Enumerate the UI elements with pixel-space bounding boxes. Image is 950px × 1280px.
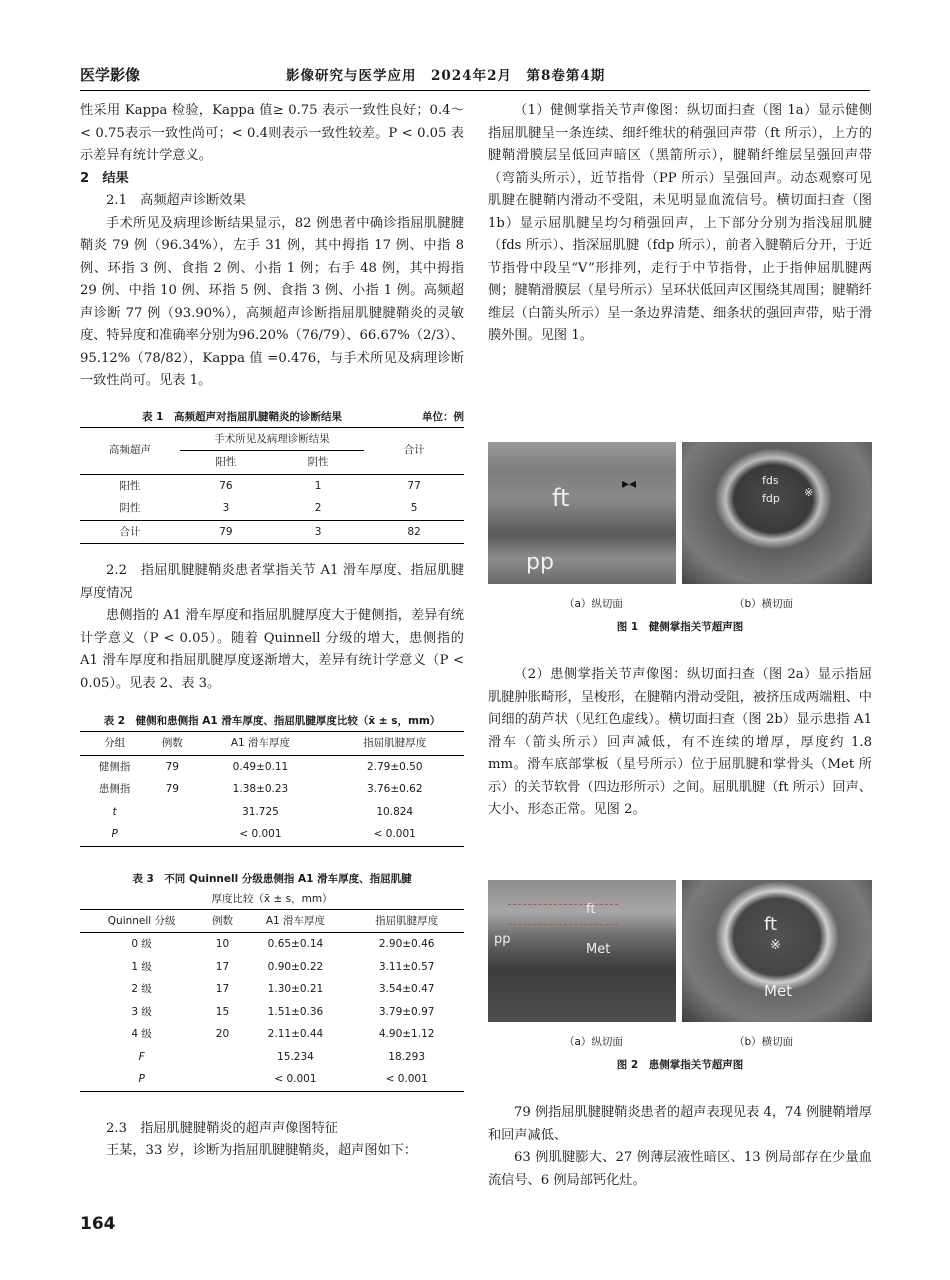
table-1-caption bbox=[80, 407, 464, 427]
table-2-header: 分组 bbox=[80, 732, 149, 756]
table-1-grid bbox=[80, 427, 464, 545]
cell: 4 级 bbox=[131, 1028, 152, 1040]
page-number: 164 bbox=[80, 1214, 116, 1234]
cell bbox=[149, 801, 195, 824]
figure-1b-subcaption: （b）横切面 bbox=[734, 598, 794, 610]
cell: 17 bbox=[215, 983, 230, 995]
cell: 3.76±0.62 bbox=[366, 783, 423, 795]
figure-2 bbox=[488, 880, 872, 1080]
section-2-2-heading: 2.2 指屈肌腱腱鞘炎患者掌指关节 A1 滑车厚度、指屈肌腱厚度情况 bbox=[80, 563, 464, 601]
table-3-header: 指屈肌腱厚度 bbox=[349, 909, 464, 933]
cell: 76 bbox=[219, 479, 233, 492]
cell: P bbox=[80, 1068, 203, 1091]
cell: < 0.001 bbox=[349, 1068, 464, 1091]
table-1 bbox=[80, 407, 464, 545]
cell: 3 bbox=[180, 497, 272, 520]
cell: 17 bbox=[215, 960, 230, 973]
cell: 77 bbox=[407, 479, 421, 492]
cell: 2.79±0.50 bbox=[366, 760, 423, 773]
table-row bbox=[80, 978, 464, 1001]
label-ft: ft bbox=[552, 484, 570, 512]
table-row bbox=[80, 1001, 464, 1024]
right-column-top bbox=[488, 100, 872, 348]
cell: 3 bbox=[272, 520, 364, 544]
table-2-header: 例数 bbox=[149, 732, 195, 756]
cell: 79 bbox=[180, 520, 272, 544]
cell: 15.234 bbox=[277, 1050, 314, 1063]
kappa-paragraph: 性采用 Kappa 检验，Kappa 值≥ 0.75 表示一致性良好；0.4～< 0.75表示一致性尚可；< 0.4则表示一致性较差。P < 0.05 表示差异有统计学意义。 bbox=[80, 103, 464, 163]
cell: 1.51±0.36 bbox=[267, 1005, 324, 1018]
cell: 31.725 bbox=[242, 805, 279, 818]
cell: 1 bbox=[314, 479, 322, 492]
red-dashed-line bbox=[508, 924, 618, 925]
cell: 3 级 bbox=[131, 1005, 152, 1018]
cell: F bbox=[138, 1050, 145, 1063]
cell bbox=[203, 1046, 241, 1069]
figure-2a-image bbox=[488, 880, 676, 1022]
cell: < 0.001 bbox=[242, 1068, 350, 1091]
label-pp: pp bbox=[494, 932, 511, 947]
figure-1b-image bbox=[682, 442, 872, 584]
table-1-title: 表 1 高频超声对指屈肌腱鞘炎的诊断结果 bbox=[142, 410, 342, 423]
cell: 4.90±1.12 bbox=[378, 1028, 435, 1040]
cell: 10.824 bbox=[376, 805, 414, 818]
cell: 阴性 bbox=[80, 497, 180, 520]
cell: < 0.001 bbox=[195, 823, 325, 846]
cell: t bbox=[112, 805, 117, 818]
table-1-header-group: 手术所见及病理诊断结果 bbox=[180, 427, 364, 451]
left-column bbox=[80, 100, 464, 1163]
figure-1-description: （1）健侧掌指关节声像图：纵切面扫查（图 1a）显示健侧指屈肌腱呈一条连续、细纤维状的稍强回声带（ft 所示），上方的腱鞘滑膜层呈低回声暗区（黑箭所示），腱鞘纤维层呈强回声带（弯箭头所示），近节指骨（PP 所示）呈强回声。动态观察可见肌腱在腱鞘内滑动不受阻，未见明显血流信号。横切面扫查（图 1b）显示屈肌腱呈均匀稍强回声，上下部分分别为指浅屈肌腱（fds 所示）、指深屈肌腱（fdp 所示），前者入腱鞘后分开，于近节指骨中段呈“V”形排列，走行于中节指骨，止于指伸屈肌腱两侧；腱鞘滑膜层（星号所示）呈环状低回声区围绕其周围；腱鞘纤维层（白箭头所示）呈一条边界清楚、细条状的强回声带，贴于滑膜外围。见图 1。 bbox=[488, 103, 872, 343]
cell: 0.90±0.22 bbox=[267, 960, 324, 973]
label-ft: ft bbox=[586, 902, 596, 917]
star-marker-icon: ※ bbox=[804, 486, 814, 499]
cell: 2.90±0.46 bbox=[378, 938, 435, 950]
journal-info: 影像研究与医学应用 2024年2月 第8卷第4期 bbox=[286, 68, 606, 84]
cell: 0 级 bbox=[131, 938, 152, 950]
table-3-header: A1 滑车厚度 bbox=[242, 909, 350, 933]
table-3-header: Quinnell 分级 bbox=[80, 909, 203, 933]
label-pp: pp bbox=[526, 550, 554, 575]
cell: 2.11±0.44 bbox=[267, 1028, 324, 1040]
table-4-intro: 79 例指屈肌腱腱鞘炎患者的超声表现见表 4，74 例腱鞘增厚和回声减低、 bbox=[488, 1105, 872, 1143]
table-row bbox=[80, 497, 464, 520]
cell: P bbox=[80, 823, 149, 846]
table-2-grid bbox=[80, 731, 464, 847]
table-1-header-row: 高频超声 bbox=[80, 427, 180, 474]
header-rule bbox=[80, 90, 870, 91]
cell: 20 bbox=[215, 1028, 230, 1040]
figure-1-caption: 图 1 健侧掌指关节超声图 bbox=[616, 621, 744, 633]
section-2-3-paragraph: 王某，33 岁，诊断为指屈肌腱腱鞘炎，超声图如下： bbox=[106, 1143, 418, 1158]
table-row bbox=[80, 520, 464, 544]
table-2-header: A1 滑车厚度 bbox=[195, 732, 325, 756]
table-1-header-total: 合计 bbox=[364, 427, 464, 474]
page-header bbox=[80, 60, 880, 86]
figure-1a-subcaption: （a）纵切面 bbox=[564, 598, 623, 610]
cell: < 0.001 bbox=[326, 823, 464, 846]
red-dashed-line bbox=[508, 904, 618, 905]
cell: 0.65±0.14 bbox=[267, 938, 324, 950]
label-fdp: fdp bbox=[762, 492, 780, 505]
cell: 3.11±0.57 bbox=[378, 960, 435, 973]
table-3-grid bbox=[80, 909, 464, 1092]
figure-2b-image bbox=[682, 880, 872, 1022]
cell: 82 bbox=[364, 520, 464, 544]
table-3-caption-line-2: 厚度比较（x̄ ± s，mm） bbox=[211, 892, 333, 905]
section-2-2-paragraph: 患侧指的 A1 滑车厚度和指屈肌腱厚度大于健侧指，差异有统计学意义（P < 0.05）。随着 Quinnell 分级的增大，患侧指的 A1 滑车厚度和指屈肌腱厚度逐渐增大，差异有统计学意义（P < 0.05）。见表 2、表 3。 bbox=[80, 608, 464, 691]
cell: 10 bbox=[215, 938, 230, 950]
cell bbox=[203, 1068, 241, 1091]
results-heading: 2 结果 bbox=[80, 170, 129, 186]
cell: 阳性 bbox=[119, 479, 141, 492]
label-met: Met bbox=[586, 942, 611, 957]
cell: 1.30±0.21 bbox=[267, 983, 324, 995]
table-3 bbox=[80, 869, 464, 1092]
table-4-findings: 63 例肌腱膨大、27 例薄层液性暗区、13 例局部存在少量血流信号、6 例局部钙化灶。 bbox=[488, 1150, 872, 1188]
table-2-caption: 表 2 健侧和患侧指 A1 滑车厚度、指屈肌腱厚度比较（x̄ ± s，mm） bbox=[103, 715, 441, 727]
table-row bbox=[80, 956, 464, 979]
table-row bbox=[80, 474, 464, 497]
figure-1 bbox=[488, 442, 872, 642]
cell: 0.49±0.11 bbox=[232, 760, 289, 773]
cell bbox=[149, 823, 195, 846]
cell: 5 bbox=[364, 497, 464, 520]
cell: 79 bbox=[165, 760, 179, 773]
cell: 2 级 bbox=[131, 983, 152, 995]
section-2-1-paragraph: 手术所见及病理诊断结果显示，82 例患者中确诊指屈肌腱腱鞘炎 79 例（96.34%），左手 31 例，其中拇指 17 例、中指 8 例、环指 3 例、食指 2 例、小指 1 例；右手 48 例，其中拇指 29 例、中指 10 例、环指 5 例、食指 3 例、小指 1 例。高频超声诊断 77 例（93.90%），高频超声诊断指屈肌腱腱鞘炎的灵敏度、特异度和准确率分别为96.20%（76/79）、66.67%（2/3）、95.12%（78/82），Kappa 值 =0.476，与手术所见及病理诊断一致性尚可。见表 1。 bbox=[80, 215, 464, 388]
journal-tag: 医学影像 bbox=[80, 66, 141, 84]
figure-1a-image bbox=[488, 442, 676, 584]
table-row bbox=[80, 755, 464, 778]
cell: 1.38±0.23 bbox=[232, 783, 289, 795]
cell: 患侧指 bbox=[98, 783, 131, 795]
cell: 2 bbox=[272, 497, 364, 520]
label-ft: ft bbox=[764, 914, 778, 935]
right-column-bottom bbox=[488, 1102, 872, 1192]
cell: 3.79±0.97 bbox=[378, 1005, 435, 1018]
star-marker-icon: ※ bbox=[770, 938, 781, 953]
table-row bbox=[80, 801, 464, 824]
table-2-header: 指屈肌腱厚度 bbox=[326, 732, 464, 756]
figure-2b-subcaption: （b）横切面 bbox=[734, 1036, 794, 1048]
arrowhead-marker-icon: ▸◂ bbox=[622, 476, 637, 492]
cell: 79 bbox=[165, 783, 179, 795]
cell: 1 级 bbox=[131, 960, 152, 973]
figure-2-description: （2）患侧掌指关节声像图：纵切面扫查（图 2a）显示指屈肌腱肿胀畸形，呈梭形，在腱鞘内滑动受阻，被挤压成两端粗、中间细的葫芦状（见红色虚线）。横切面扫查（图 2b）显示患指 A1 滑车（箭头所示）回声减低，有不连续的增厚，厚度约 1.8 mm。滑车底部掌板（星号所示）位于屈肌腱和掌骨头（Met 所示）的关节软骨（四边形所示）之间。屈肌肌腱（ft 所示）回声、大小、形态正常。见图 2。 bbox=[488, 667, 872, 817]
table-row bbox=[80, 933, 464, 956]
table-1-header-neg: 阴性 bbox=[272, 451, 364, 475]
table-row bbox=[80, 1068, 464, 1091]
cell: 3.54±0.47 bbox=[378, 983, 435, 995]
right-column-middle bbox=[488, 664, 872, 822]
cell: 18.293 bbox=[388, 1050, 426, 1063]
table-row bbox=[80, 1046, 464, 1069]
label-met: Met bbox=[764, 982, 793, 1000]
table-2 bbox=[80, 711, 464, 847]
table-3-caption-line-1: 表 3 不同 Quinnell 分级患侧指 A1 滑车厚度、指屈肌腱 bbox=[132, 872, 412, 885]
section-2-1-heading: 2.1 高频超声诊断效果 bbox=[106, 193, 246, 208]
table-1-unit: 单位：例 bbox=[422, 410, 464, 423]
figure-2-caption: 图 2 患侧掌指关节超声图 bbox=[616, 1059, 744, 1071]
figure-2a-subcaption: （a）纵切面 bbox=[564, 1036, 623, 1048]
table-3-header: 例数 bbox=[203, 909, 241, 933]
label-fds: fds bbox=[762, 474, 779, 487]
section-2-3-heading: 2.3 指屈肌腱腱鞘炎的超声声像图特征 bbox=[106, 1120, 338, 1136]
table-row bbox=[80, 1023, 464, 1046]
cell: 15 bbox=[215, 1005, 230, 1018]
cell: 健侧指 bbox=[98, 760, 131, 773]
table-1-header-pos: 阳性 bbox=[180, 451, 272, 475]
cell: 合计 bbox=[80, 520, 180, 544]
table-row bbox=[80, 778, 464, 801]
table-row bbox=[80, 823, 464, 846]
